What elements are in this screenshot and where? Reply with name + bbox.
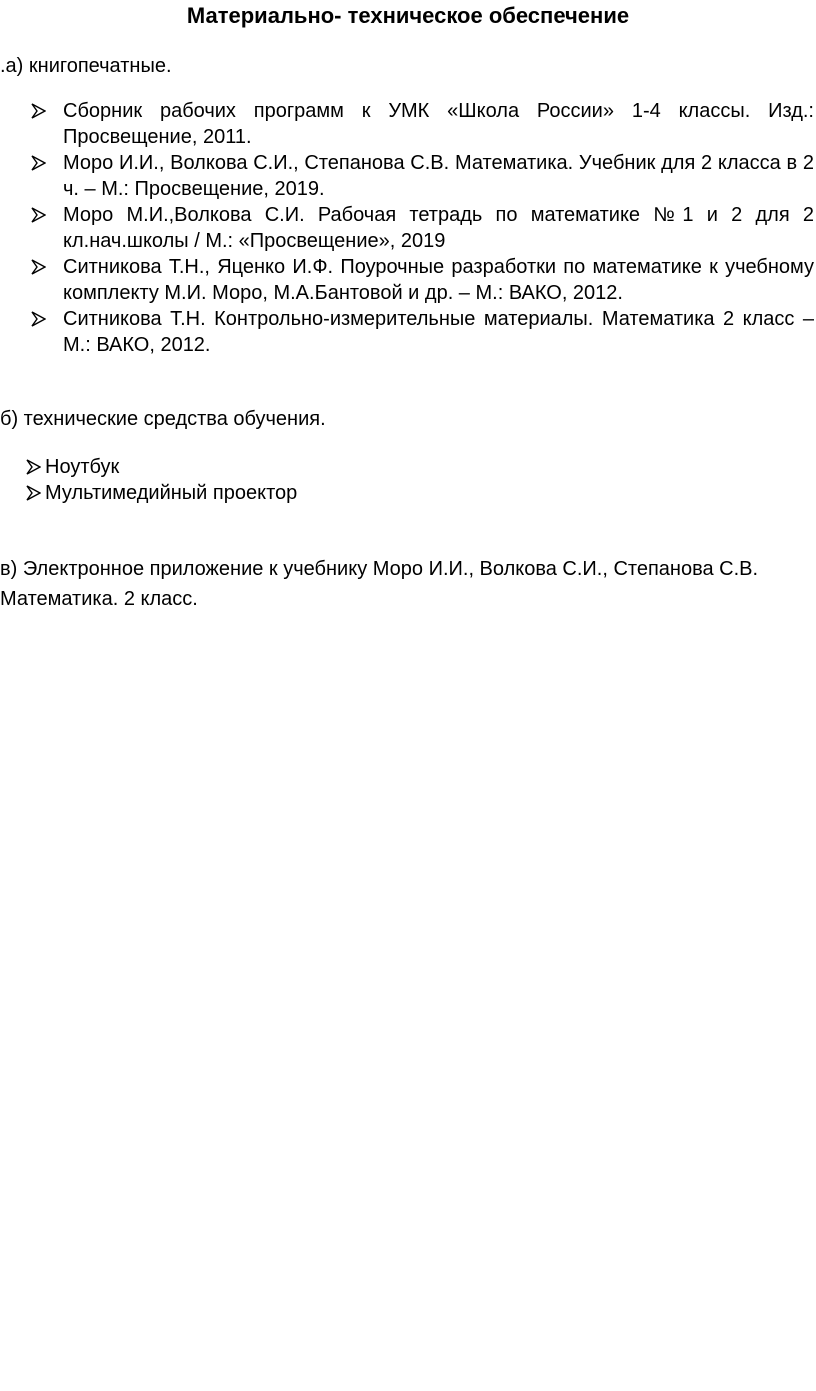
list-item-text: Ноутбук <box>45 456 120 478</box>
section-a-list <box>0 98 816 358</box>
section-b-list <box>0 454 816 506</box>
document-title: Материально- техническое обеспечение <box>186 3 630 28</box>
arrowhead-bullet-icon <box>30 311 46 327</box>
list-item <box>0 150 816 202</box>
list-item-text: Мультимедийный проектор <box>45 482 298 504</box>
list-item <box>0 254 816 306</box>
arrowhead-bullet-icon <box>25 485 41 501</box>
arrowhead-bullet-icon <box>30 207 46 223</box>
list-item-text: Ситникова Т.Н., Яценко И.Ф. Поурочные разработки по математике к учебному комплекту М.И. Моро, М.А.Бантовой и др. – М.: ВАКО, 2012. <box>63 256 814 304</box>
list-item-text: Сборник рабочих программ к УМК «Школа России» 1-4 классы. Изд.: Просвещение, 2011. <box>63 100 814 148</box>
list-item <box>0 480 816 506</box>
list-item <box>0 454 816 480</box>
arrowhead-bullet-icon <box>30 103 46 119</box>
list-item <box>0 98 816 150</box>
arrowhead-bullet-icon <box>30 259 46 275</box>
section-a-heading: .а) книгопечатные. <box>0 55 172 77</box>
list-item-text: Моро И.И., Волкова С.И., Степанова С.В. Математика. Учебник для 2 класса в 2 ч. – М.: Просвещение, 2019. <box>63 152 814 200</box>
list-item-text: Ситникова Т.Н. Контрольно-измерительные материалы. Математика 2 класс – М.: ВАКО, 2012. <box>63 308 814 356</box>
list-item <box>0 202 816 254</box>
arrowhead-bullet-icon <box>25 459 41 475</box>
section-c-paragraph: в) Электронное приложение к учебнику Моро И.И., Волкова С.И., Степанова С.В. Математика. 2 класс. <box>0 558 759 610</box>
section-b-heading: б) технические средства обучения. <box>0 408 326 430</box>
list-item <box>0 306 816 358</box>
arrowhead-bullet-icon <box>30 155 46 171</box>
list-item-text: Моро М.И.,Волкова С.И. Рабочая тетрадь по математике №1 и 2 для 2 кл.нач.школы / М.: «Просвещение», 2019 <box>63 204 814 252</box>
